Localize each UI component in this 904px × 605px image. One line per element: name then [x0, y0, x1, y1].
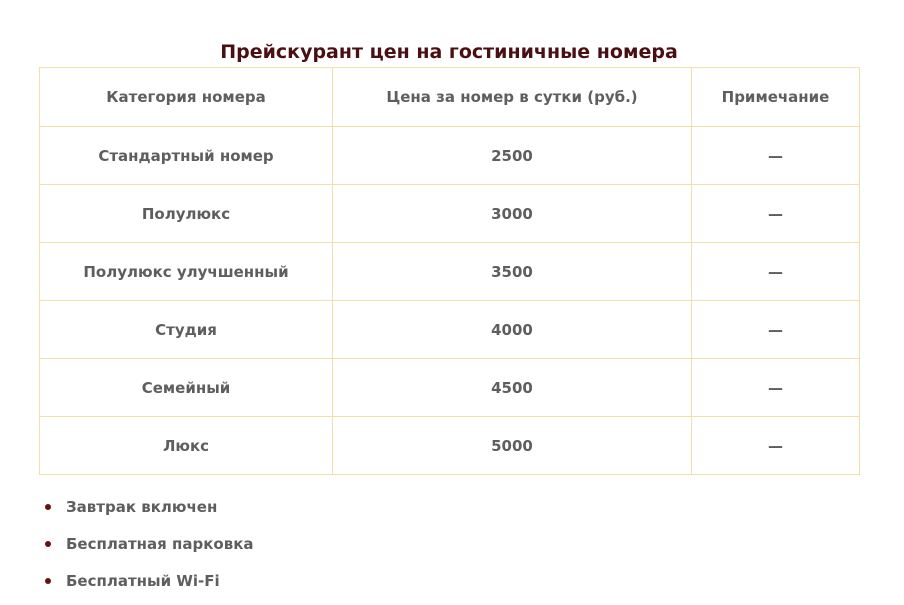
room-category-cell: Стандартный номер — [40, 127, 333, 185]
room-price-cell: 5000 — [333, 417, 692, 475]
room-category-cell: Люкс — [40, 417, 333, 475]
room-category-cell: Полулюкс — [40, 185, 333, 243]
table-row — [40, 243, 860, 301]
room-category-cell: Семейный — [40, 359, 333, 417]
room-category-cell: Полулюкс улучшенный — [40, 243, 333, 301]
room-price-cell: 4500 — [333, 359, 692, 417]
room-category-cell: Студия — [40, 301, 333, 359]
list-item — [0, 489, 254, 526]
column-header-note: Примечание — [692, 68, 860, 127]
bullet-icon — [45, 541, 51, 547]
room-price-cell: 3500 — [333, 243, 692, 301]
table-row — [40, 301, 860, 359]
room-note-cell: — — [692, 417, 860, 475]
table-row — [40, 417, 860, 475]
room-price-cell: 2500 — [333, 127, 692, 185]
page-title: Прейскурант цен на гостиничные номера — [220, 40, 678, 63]
room-price-cell: 4000 — [333, 301, 692, 359]
table-row — [40, 359, 860, 417]
bullet-icon — [45, 578, 51, 584]
table-row — [40, 127, 860, 185]
room-note-cell: — — [692, 301, 860, 359]
table-header-row — [40, 68, 860, 127]
features-list — [0, 489, 254, 600]
bullet-icon — [45, 504, 51, 510]
room-price-cell: 3000 — [333, 185, 692, 243]
room-note-cell: — — [692, 185, 860, 243]
room-note-cell: — — [692, 127, 860, 185]
feature-label: Бесплатный Wi-Fi — [66, 572, 220, 590]
room-note-cell: — — [692, 359, 860, 417]
column-header-category: Категория номера — [40, 68, 333, 127]
room-note-cell: — — [692, 243, 860, 301]
list-item — [0, 563, 254, 600]
feature-label: Завтрак включен — [66, 498, 218, 516]
price-table — [39, 67, 860, 475]
list-item — [0, 526, 254, 563]
column-header-price: Цена за номер в сутки (руб.) — [333, 68, 692, 127]
feature-label: Бесплатная парковка — [66, 535, 254, 553]
table-row — [40, 185, 860, 243]
